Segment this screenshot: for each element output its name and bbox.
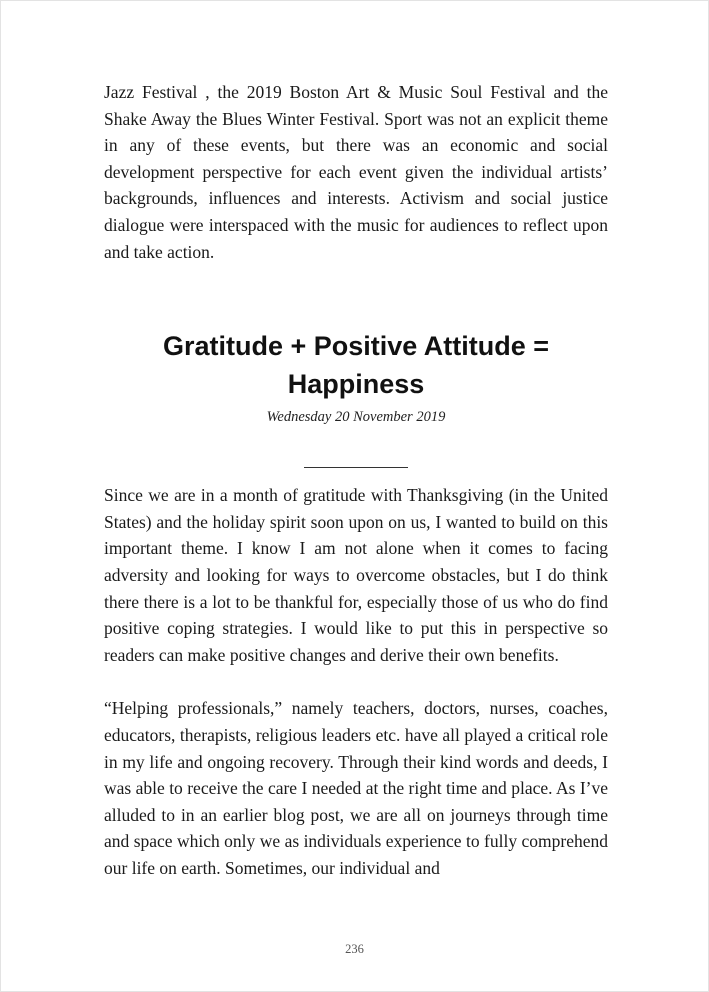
article-heading: Gratitude + Positive Attitude = Happiness bbox=[162, 331, 550, 400]
divider-wrap bbox=[104, 467, 608, 468]
body-paragraph: “Helping professionals,” namely teachers, doctors, nurses, coaches, educators, therapists, religious leaders etc. have all played a critical role in my life and ongoing recovery. Through their kind words and deeds, I was able to receive the care I needed at the right time and place. As I’ve alluded to in an earlier blog post, we are all on journeys through time and space which only we as individuals experience to fully comprehend our life on earth. Sometimes, our individual and bbox=[104, 698, 608, 878]
page-content bbox=[104, 79, 608, 881]
body-paragraph: Since we are in a month of gratitude with Thanksgiving (in the United States) and the holiday spirit soon upon on us, I wanted to build on this important theme. I know I am not alone when it comes to facing adversity and looking for ways to overcome obstacles, but I do think there there is a lot to be thankful for, especially those of us who do find positive coping strategies. I would like to put this in perspective so readers can make positive changes and derive their own benefits. bbox=[104, 485, 608, 665]
page-number: 236 bbox=[345, 942, 364, 956]
intro-paragraph: Jazz Festival , the 2019 Boston Art & Music Soul Festival and the Shake Away the Blues Winter Festival. Sport was not an explicit theme in any of these events, but there was an economic and social development perspective for each event given the individual artists’ backgrounds, influences and interests. Activism and social justice dialogue were interspaced with the music for audiences to reflect upon and take action. bbox=[104, 82, 608, 262]
section-divider bbox=[304, 467, 408, 468]
article-date: Wednesday 20 November 2019 bbox=[266, 409, 446, 426]
